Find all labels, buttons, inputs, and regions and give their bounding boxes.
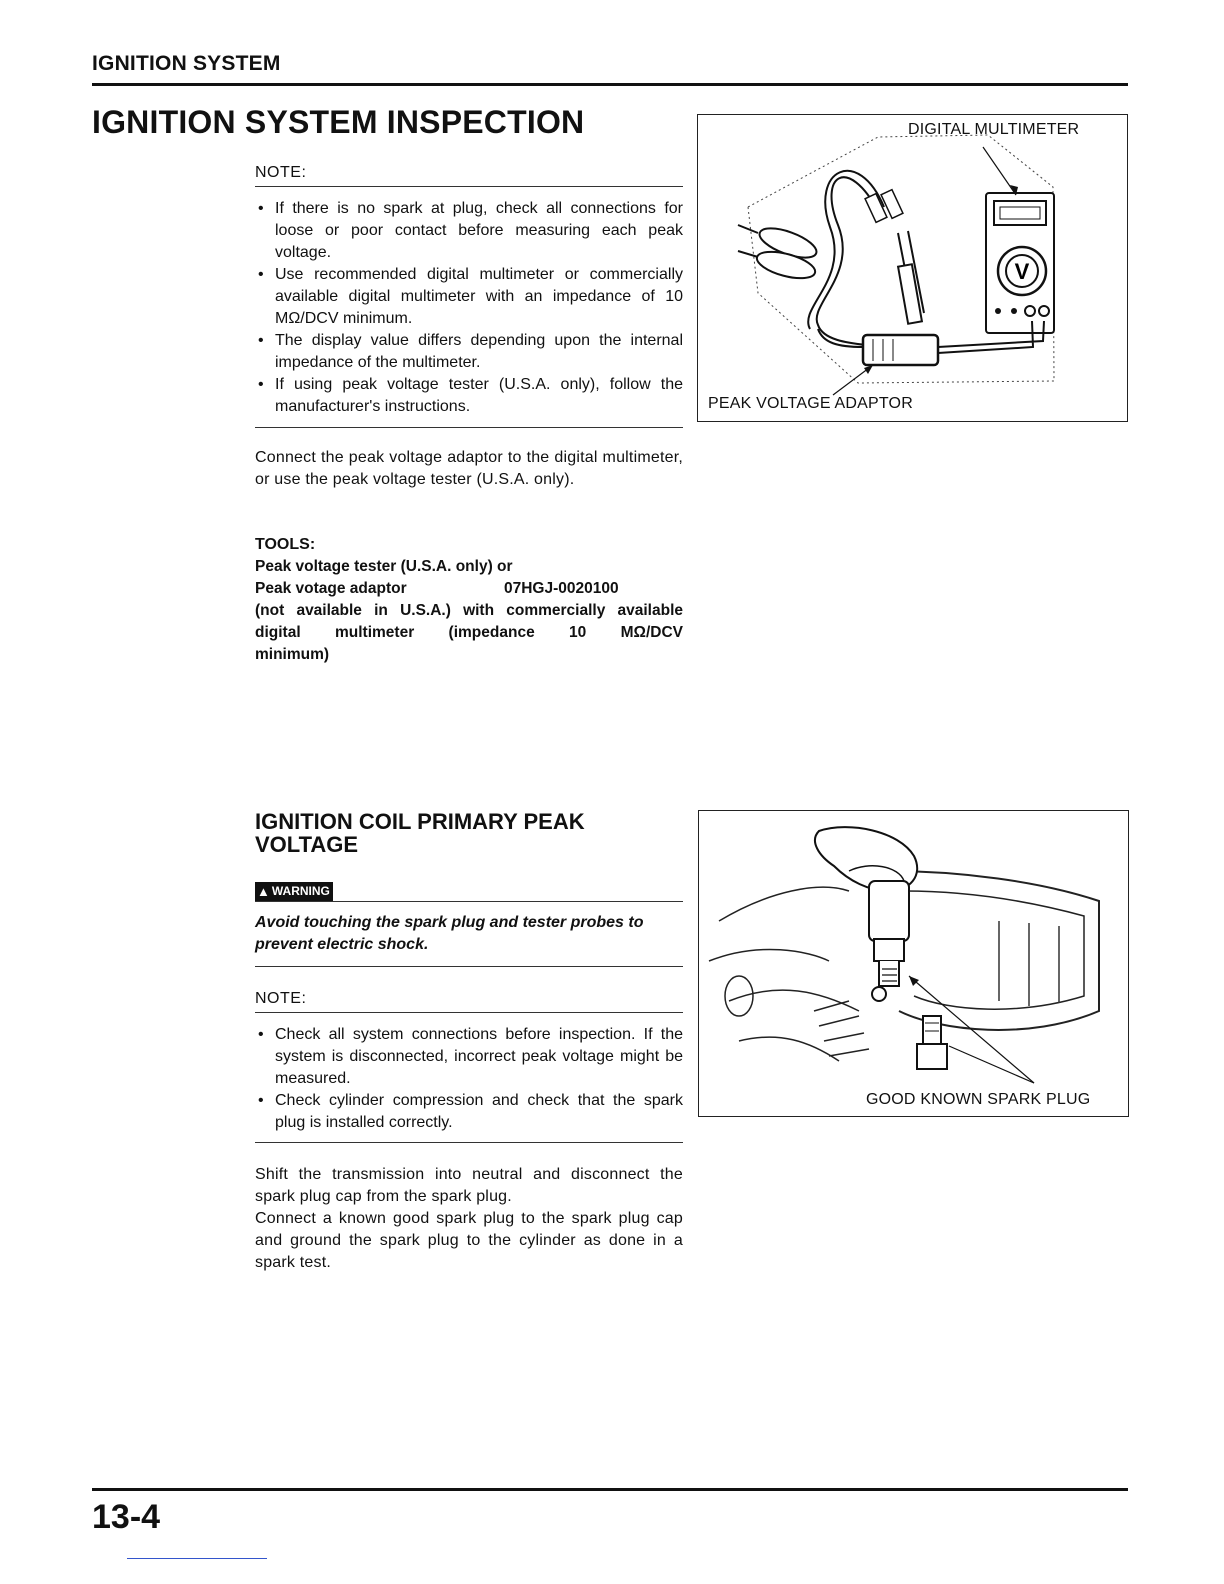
meter-symbol: V [1014,259,1030,284]
page-title: IGNITION SYSTEM INSPECTION [92,104,585,140]
label-digital-multimeter: DIGITAL MULTIMETER [908,121,1080,138]
warning-badge-label: WARNING [271,884,330,898]
tool-line-adaptor [255,578,683,600]
warning-top-rule [255,901,683,902]
note-item: • If using peak voltage tester (U.S.A. only), follow the manufacturer's instructions. [255,374,683,418]
tools-block [255,534,683,666]
tool-line: digital multimeter (impedance 10 MΩ/DCV [255,624,683,641]
note-list [255,1024,683,1134]
note-bottom-rule [255,427,683,428]
footer-rule [92,1488,1128,1491]
tools-label: TOOLS: [255,536,316,553]
note-bottom-rule [255,1142,683,1143]
note-list [255,198,683,418]
note-item: • Use recommended digital multimeter or commercially available digital multimeter with an impedance of 10 MΩ/DCV minimum. [255,264,683,330]
note-item: • The display value differs depending upon the internal impedance of the multimeter. [255,330,683,374]
note-item: • Check cylinder compression and check that the spark plug is installed correctly. [255,1090,683,1134]
note-label: NOTE: [255,164,307,181]
footer-link-underline [127,1558,267,1559]
tool-line: (not available in U.S.A.) with commercially available [255,602,683,619]
warning-bottom-rule [255,966,683,967]
spark-plug-figure [698,810,1129,1117]
note-top-rule [255,1012,683,1013]
running-header: IGNITION SYSTEM [92,52,281,75]
instruction-paragraph: Shift the transmission into neutral and disconnect the spark plug cap from the spark plug. [255,1166,683,1205]
warning-text: Avoid touching the spark plug and tester probes to prevent electric shock. [255,914,644,953]
multimeter-illustration [698,115,1127,421]
header-rule [92,83,1128,86]
tool-line: minimum) [255,646,330,663]
spark-plug-illustration [699,811,1128,1116]
page-number: 13-4 [92,1498,161,1536]
tool-line: Peak voltage tester (U.S.A. only) or [255,558,513,575]
multimeter-icon [986,193,1054,333]
peak-voltage-adaptor-icon [863,335,938,365]
label-peak-voltage-adaptor: PEAK VOLTAGE ADAPTOR [708,395,913,412]
note-item: • Check all system connections before inspection. If the system is disconnected, incorrect peak voltage might be measured. [255,1024,683,1090]
note-label: NOTE: [255,990,307,1007]
connect-instruction: Connect the peak voltage adaptor to the digital multimeter, or use the peak voltage tester (U.S.A. only). [255,449,683,488]
tool-part-number: 07HGJ-0020100 [504,580,619,597]
warning-icon: ▲ [257,884,270,899]
instruction-paragraph: Connect a known good spark plug to the spark plug cap and ground the spark plug to the cylinder as done in a spark test. [255,1210,683,1271]
tool-name: Peak votage adaptor [255,580,407,597]
note-item: • If there is no spark at plug, check all connections for loose or poor contact before measuring each peak voltage. [255,198,683,264]
warning-badge [255,882,333,901]
label-good-known-spark-plug: GOOD KNOWN SPARK PLUG [866,1091,1091,1108]
note-top-rule [255,186,683,187]
section-title: IGNITION COIL PRIMARY PEAK VOLTAGE [255,809,585,857]
multimeter-figure [697,114,1128,422]
